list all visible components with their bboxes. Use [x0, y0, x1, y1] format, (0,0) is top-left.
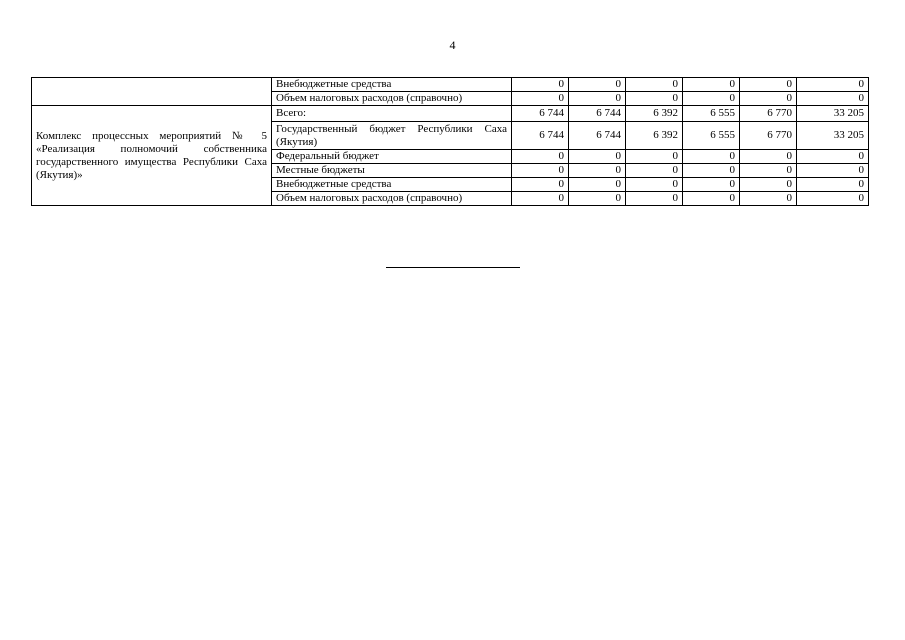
- value-cell: 0: [740, 164, 797, 178]
- value-cell: 0: [626, 150, 683, 164]
- value-cell: 0: [683, 150, 740, 164]
- table-row: [32, 106, 869, 122]
- value-cell: 6 744: [569, 106, 626, 122]
- value-cell: 6 744: [569, 122, 626, 150]
- source-cell: Федеральный бюджет: [272, 150, 512, 164]
- value-cell: 0: [797, 92, 869, 106]
- value-cell: 0: [512, 150, 569, 164]
- value-cell: 0: [740, 78, 797, 92]
- value-cell: 6 555: [683, 106, 740, 122]
- value-cell: 0: [683, 78, 740, 92]
- value-cell: 0: [512, 92, 569, 106]
- value-cell: 0: [683, 178, 740, 192]
- source-cell: Местные бюджеты: [272, 164, 512, 178]
- value-cell: 0: [740, 178, 797, 192]
- budget-table: [31, 77, 869, 206]
- program-title-cell: Комплекс процессных мероприятий № 5 «Реализация полномочий собственника государственного имущества Республики Саха (Якутия)»: [32, 106, 272, 206]
- value-cell: 0: [683, 92, 740, 106]
- source-cell: Объем налоговых расходов (справочно): [272, 192, 512, 206]
- program-cell-continued: [32, 78, 272, 106]
- value-cell: 33 205: [797, 122, 869, 150]
- value-cell: 0: [683, 164, 740, 178]
- footer-rule: [386, 267, 520, 268]
- value-cell: 33 205: [797, 106, 869, 122]
- page-number: 4: [449, 38, 456, 52]
- value-cell: 0: [740, 192, 797, 206]
- value-cell: 0: [512, 178, 569, 192]
- value-cell: 6 392: [626, 122, 683, 150]
- source-cell: Государственный бюджет Республики Саха (Якутия): [272, 122, 512, 150]
- source-cell: Внебюджетные средства: [272, 178, 512, 192]
- value-cell: 0: [626, 164, 683, 178]
- value-cell: 0: [569, 178, 626, 192]
- value-cell: 0: [797, 78, 869, 92]
- value-cell: 6 744: [512, 122, 569, 150]
- source-cell: Всего:: [272, 106, 512, 122]
- value-cell: 0: [740, 150, 797, 164]
- value-cell: 0: [683, 192, 740, 206]
- value-cell: 0: [569, 78, 626, 92]
- value-cell: 0: [512, 78, 569, 92]
- value-cell: 0: [797, 192, 869, 206]
- value-cell: 0: [512, 192, 569, 206]
- value-cell: 0: [797, 178, 869, 192]
- value-cell: 6 770: [740, 106, 797, 122]
- value-cell: 6 555: [683, 122, 740, 150]
- value-cell: 0: [569, 92, 626, 106]
- source-cell: Внебюджетные средства: [272, 78, 512, 92]
- value-cell: 0: [626, 92, 683, 106]
- value-cell: 6 770: [740, 122, 797, 150]
- value-cell: 0: [797, 150, 869, 164]
- value-cell: 0: [569, 192, 626, 206]
- value-cell: 6 392: [626, 106, 683, 122]
- value-cell: 0: [569, 150, 626, 164]
- table-row: [32, 78, 869, 92]
- value-cell: 0: [626, 78, 683, 92]
- source-cell: Объем налоговых расходов (справочно): [272, 92, 512, 106]
- value-cell: 0: [512, 164, 569, 178]
- value-cell: 0: [740, 92, 797, 106]
- value-cell: 0: [797, 164, 869, 178]
- value-cell: 0: [569, 164, 626, 178]
- value-cell: 0: [626, 192, 683, 206]
- value-cell: 6 744: [512, 106, 569, 122]
- value-cell: 0: [626, 178, 683, 192]
